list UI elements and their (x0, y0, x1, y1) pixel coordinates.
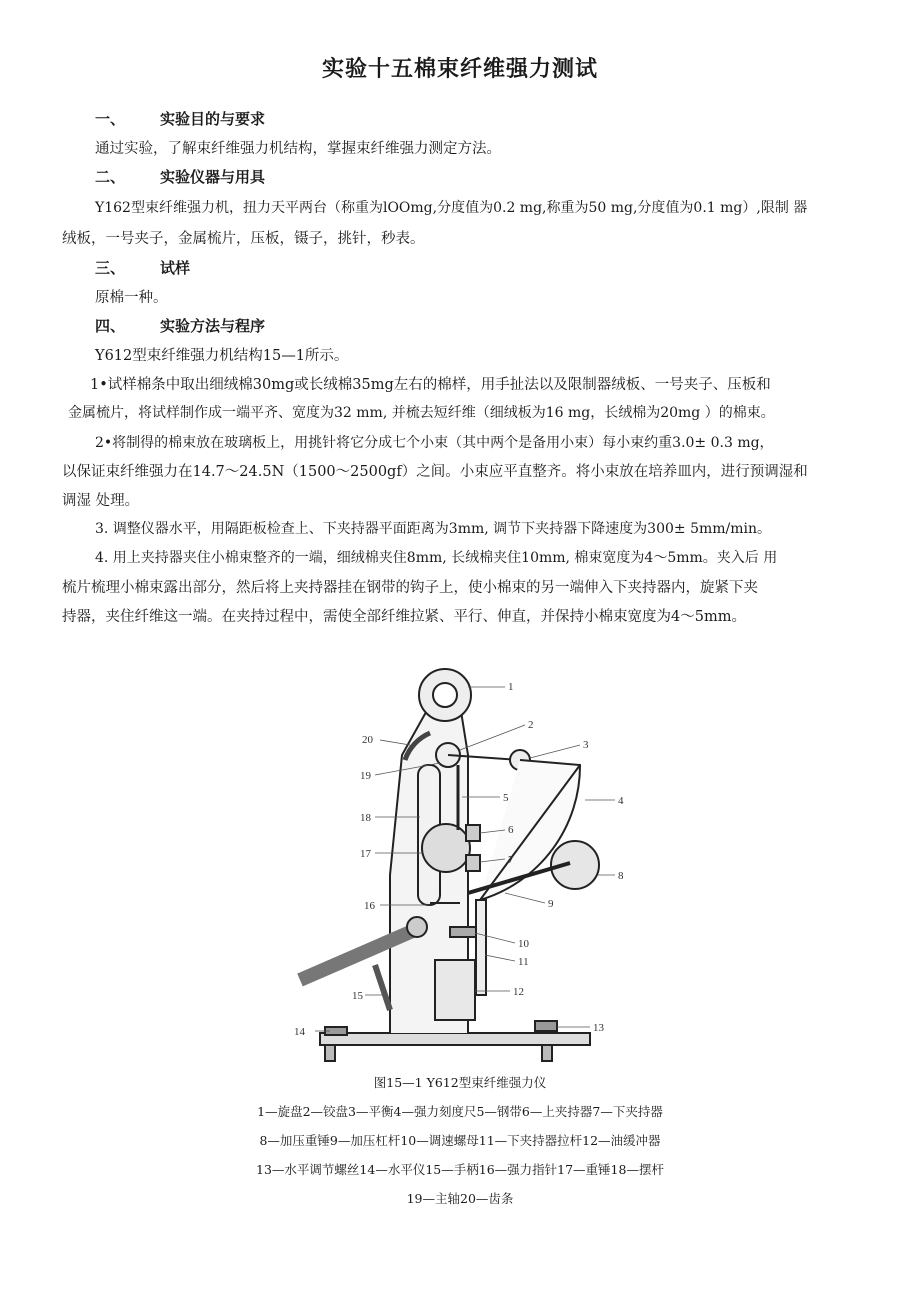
step-1-line1: 1•试样棉条中取出细绒棉30mg或长绒棉35mg左右的棉样，用手扯法以及限制器绒板、一号夹子、压板和 (90, 377, 771, 393)
figure-legend-line4: 19—主轴20—齿条 (406, 1191, 514, 1206)
figure-label-5: 5 (503, 792, 509, 804)
paragraph-purpose: 通过实验，了解束纤维强力机结构，掌握束纤维强力测定方法。 (95, 141, 501, 157)
figure-label-16: 16 (364, 900, 375, 912)
figure-label-9: 9 (548, 898, 554, 910)
paragraph-instruments-line2: 绒板，一号夹子，金属梳片，压板，镊子，挑针，秒表。 (62, 231, 425, 247)
figure-legend-line2: 8—加压重锤9—加压杠杆10—调速螺母11—下夹持器拉杆12—油缓冲器 (259, 1133, 661, 1148)
figure-label-12: 12 (513, 986, 524, 998)
strength-tester-figure (280, 665, 630, 1075)
figure-label-17: 17 (360, 848, 371, 860)
figure-label-1: 1 (508, 681, 514, 693)
figure-label-8: 8 (618, 870, 624, 882)
figure-label-10: 10 (518, 938, 529, 950)
figure-label-11: 11 (518, 956, 529, 968)
section-4-heading: 实验方法与程序 (160, 317, 266, 335)
figure-label-18: 18 (360, 812, 371, 824)
section-3-number: 三、 (95, 259, 126, 277)
section-1-heading: 实验目的与要求 (160, 110, 266, 128)
section-2-number: 二、 (95, 168, 126, 186)
step-2-line3: 调湿 处理。 (62, 493, 140, 509)
section-4-number: 四、 (95, 317, 126, 335)
figure-legend-line1: 1—旋盘2—铰盘3—平衡4—强力刻度尺5—钢带6—上夹持器7—下夹持器 (257, 1104, 663, 1119)
section-1-number: 一、 (95, 110, 126, 128)
figure-label-15: 15 (352, 990, 363, 1002)
figure-label-20: 20 (362, 734, 373, 746)
step-2-line2: 以保证束纤维强力在14.7〜24.5N（1500〜2500gf）之间。小束应平直整齐。将小束放在培养皿内，进行预调湿和 (62, 464, 808, 480)
section-3-heading: 试样 (160, 259, 191, 277)
figure-label-13: 13 (593, 1022, 604, 1034)
figure-label-14: 14 (294, 1026, 305, 1038)
paragraph-structure: Y612型束纤维强力机结构15—1所示。 (95, 348, 349, 364)
paragraph-sample: 原棉一种。 (95, 290, 168, 306)
step-2-line1: 2•将制得的棉束放在玻璃板上，用挑针将它分成七个小束（其中两个是备用小束）每小束约重3.0± 0.3 mg， (95, 435, 774, 451)
figure-label-3: 3 (583, 739, 589, 751)
figure-label-19: 19 (360, 770, 371, 782)
step-4-line2: 梳片梳理小棉束露出部分，然后将上夹持器挂在钢带的钩子上，使小棉束的另一端伸入下夹持器内，旋紧下夹 (62, 580, 758, 596)
figure-label-2: 2 (528, 719, 534, 731)
figure-legend-line3: 13—水平调节螺丝14—水平仪15—手柄16—强力指针17—重锤18—摆杆 (256, 1162, 664, 1177)
figure-label-6: 6 (508, 824, 514, 836)
document-title: 实验十五棉束纤维强力测试 (321, 57, 598, 82)
step-4-line1: 4. 用上夹持器夹住小棉束整齐的一端，细绒棉夹住8mm, 长绒棉夹住10mm, 棉束宽度为4〜5mm。夹入后 用 (95, 550, 778, 566)
paragraph-instruments-line1: Y162型束纤维强力机，扭力天平两台（称重为lOOmg,分度值为0.2 mg,称重为50 mg,分度值为0.1 mg）,限制 器 (95, 200, 808, 216)
step-3: 3. 调整仪器水平，用隔距板检查上、下夹持器平面距离为3mm, 调节下夹持器下降速度为300± 5mm/min。 (95, 521, 772, 537)
figure-caption: 图15—1 Y612型束纤维强力仪 (373, 1075, 547, 1090)
section-2-heading: 实验仪器与用具 (160, 168, 266, 186)
figure-label-7: 7 (508, 854, 514, 866)
step-4-line3: 持器，夹住纤维这一端。在夹持过程中，需使全部纤维拉紧、平行、伸直，并保持小棉束宽度为4〜5mm。 (62, 609, 746, 625)
step-1-line2: 金属梳片，将试样制作成一端平齐、宽度为32 mm, 并梳去短纤维（细绒板为16 mg，长绒棉为20mg ）的棉束。 (68, 405, 775, 421)
figure-label-4: 4 (618, 795, 624, 807)
